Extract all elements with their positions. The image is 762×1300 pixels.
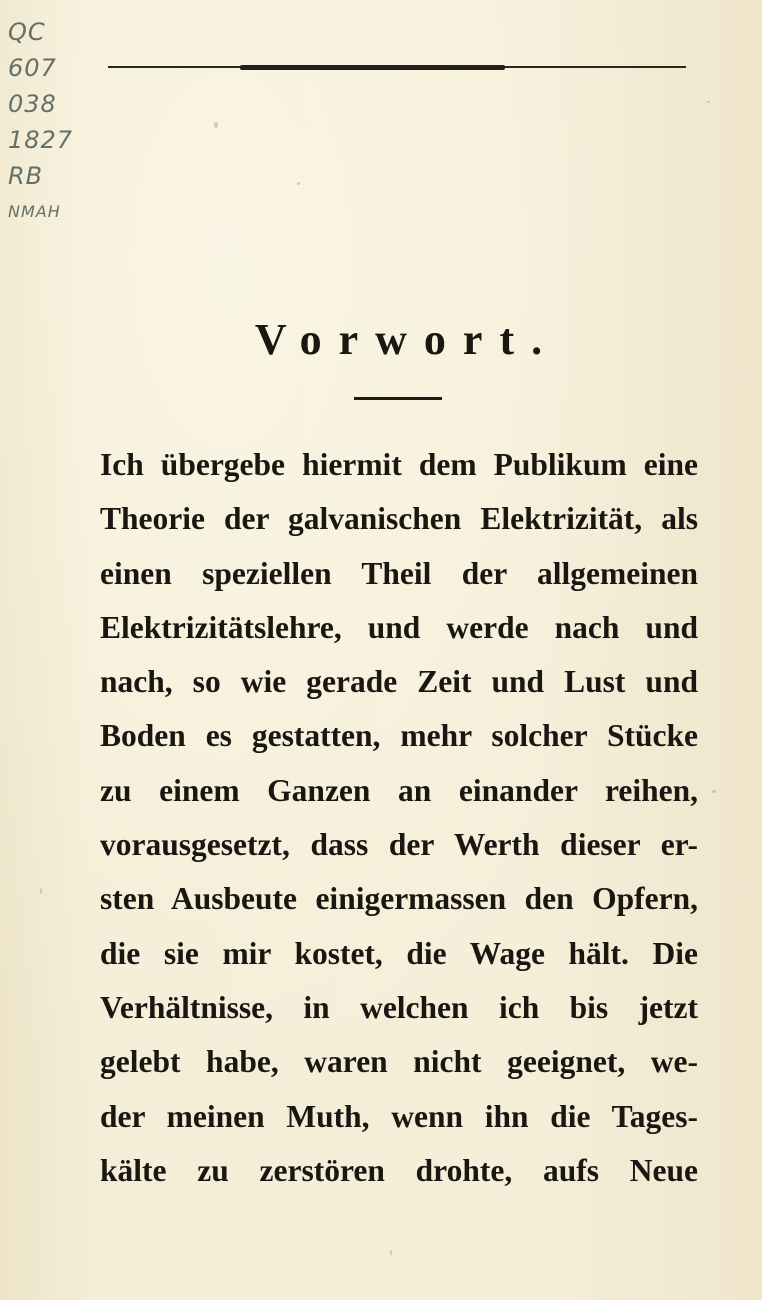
text-line: kälte zu zerstören drohte, aufs Neue <box>100 1152 698 1188</box>
text-line: der meinen Muth, wenn ihn die Tages- <box>100 1098 698 1134</box>
text-line: sten Ausbeute einigermassen den Opfern, <box>100 881 698 917</box>
shelfmark-line: RB <box>8 162 44 190</box>
top-rule-bold-segment <box>240 65 505 70</box>
shelfmark-line: 607 <box>8 54 57 82</box>
text-line: Theorie der galvanischen Elektrizität, als <box>100 501 698 537</box>
shelfmark-line: 038 <box>8 90 57 118</box>
text-line: gelebt habe, waren nicht geeignet, we- <box>100 1044 698 1080</box>
shelfmark-line: 1827 <box>8 126 74 154</box>
text-line: Verhältnisse, in welchen ich bis jetzt <box>100 989 698 1025</box>
paper-speck <box>40 888 42 894</box>
text-line: zu einem Ganzen an einander reihen, <box>100 772 698 808</box>
chapter-heading: Vorwort. <box>254 315 560 364</box>
text-line: einen speziellen Theil der allgemeinen <box>100 555 698 591</box>
paper-speck <box>390 1250 392 1255</box>
paper-speck <box>297 182 300 185</box>
shelfmark-line: QC <box>8 18 46 46</box>
text-line: nach, so wie gerade Zeit und Lust und <box>100 664 698 700</box>
body-text <box>100 438 698 1198</box>
shelfmark-line: NMAH <box>8 202 61 221</box>
paper-speck <box>707 101 710 103</box>
heading-divider <box>354 397 442 400</box>
text-line: die sie mir kostet, die Wage hält. Die <box>100 935 698 971</box>
text-line: Elektrizitätslehre, und werde nach und <box>100 609 698 645</box>
text-line: vorausgesetzt, dass der Werth dieser er- <box>100 827 698 863</box>
text-line: Boden es gestatten, mehr solcher Stücke <box>100 718 698 754</box>
library-shelfmark <box>8 14 118 230</box>
paper-speck <box>214 122 218 128</box>
paper-speck <box>712 790 716 793</box>
text-line: Ich übergebe hiermit dem Publikum eine <box>100 447 698 482</box>
